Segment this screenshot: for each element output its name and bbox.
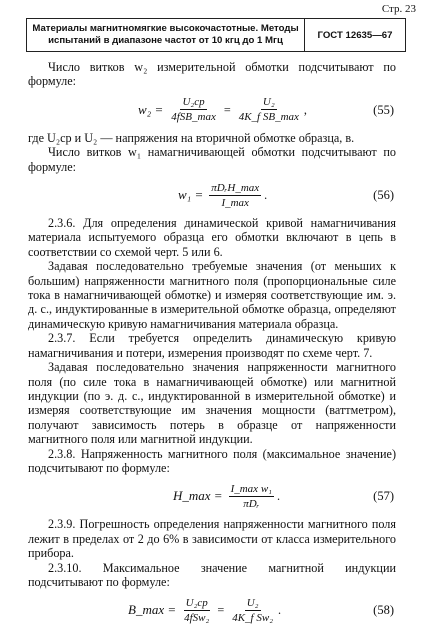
paragraph: Задавая последовательно значения напряженности магнитного поля (по силе тока в намагничивающей обмотке) или магнитной индукции (по э. д. с., индуктированной в измерительной обмотке) и измеряя соответствующие им значения мощности (ваттметром), получают зависимость потерь в образце от напряженности магнитного поля или магнитной индукции. <box>28 360 396 447</box>
numerator: U₂ср <box>182 96 205 109</box>
fraction <box>209 182 261 209</box>
formula-56: w₁ = $\frac{\text{πDᵣH\_max}}{I\_\max}$ . (56) <box>178 181 394 209</box>
numerator: πDᵣH_max <box>211 181 260 194</box>
equation-number: (57) <box>373 489 394 504</box>
paragraph: Число витков w₂ измерительной обмотки подсчитывают по формуле: <box>28 60 396 89</box>
denominator: 4fSB_max <box>171 111 216 124</box>
numerator: U₂ <box>262 96 275 109</box>
fraction <box>169 96 218 123</box>
denominator: 4fSw₂ <box>184 611 210 624</box>
denominator: πDᵣ <box>243 497 260 510</box>
paragraph: 2.3.10. Максимальное значение магнитной индукции подсчитывают по формуле: <box>28 560 396 589</box>
formula-lhs: H_max = <box>173 488 223 504</box>
numerator: I_max w₁ <box>230 482 272 495</box>
formula-lhs: w₁ = <box>178 186 204 202</box>
paragraph: 2.3.7. Если требуется определить динамическую кривую намагничивания и потери, измерения производят по схеме черт. 7. <box>28 331 396 360</box>
paragraph: Задавая последовательно требуемые значения (от меньших к большим) напряженности магнитного поля (пропорциональные силе тока в намагничивающей обмотке) и измеряя соответствующие им. э. д. с., индуктированные в измерительной обмотке образца, определяют динамическую кривую намагничивания материала образца. <box>28 259 396 331</box>
header-title <box>27 19 305 51</box>
header-title-line2: испытаний в диапазоне частот от 10 кгц до 1 Мгц <box>48 35 283 46</box>
formula-57: H_max = $\frac{\text{I\_max w₁}}{\text{πDᵣ}}$ . (57) <box>173 482 394 510</box>
page-number: Стр. 23 <box>381 3 416 15</box>
denominator: 4K_f SB_max <box>238 111 299 124</box>
paragraph: 2.3.9. Погрешность определения напряженности магнитного поля лежит в пределах от 2 до 6% в зависимости от класса измерительного прибора. <box>28 517 396 561</box>
paragraph: 2.3.6. Для определения динамической кривой намагничивания материала испытуемого образца его обмотки включают в цепь в соответствии со схемой черт. 5 или 6. <box>28 216 396 259</box>
fraction <box>230 597 275 624</box>
paragraph: 2.3.8. Напряженность магнитного поля (максимальное значение) подсчитывают по формуле: <box>28 446 396 475</box>
header-title-line1: Материалы магнитномягкие высокочастотные. Методы <box>32 23 299 34</box>
numerator: U₂ср <box>185 596 208 609</box>
standard-code: ГОСТ 12635—67 <box>317 29 393 41</box>
fraction <box>182 597 211 624</box>
paragraph: Число витков w₁ намагничивающей обмотки подсчитывают по формуле: <box>28 145 396 174</box>
fraction <box>237 96 301 123</box>
numerator: U₂ <box>246 596 259 609</box>
formula-55: w₂ = $\frac{\text{U₂ср}}{\text{4fSB\_max}}$ = $\frac{\text{U₂}}{\text{4K\_f SB\_max}}$ , (55) <box>138 96 394 124</box>
formula-lhs: B_max = <box>128 602 177 618</box>
denominator: 4K_f Sw₂ <box>232 611 274 624</box>
equation-number: (55) <box>373 102 394 117</box>
equation-number: (58) <box>373 603 394 618</box>
denominator: I_max <box>221 196 249 209</box>
equation-number: (56) <box>373 187 394 202</box>
paragraph: где U₂ср и U₂ — напряжения на вторичной обмотке образца, в. <box>28 130 355 145</box>
formula-58: B_max = $\frac{\text{U₂ср}}{\text{4fSw₂}}$ = $\frac{\text{U₂}}{\text{4K\_f Sw₂}}$ . (58) <box>128 596 394 624</box>
fraction <box>229 483 274 510</box>
page-body <box>28 60 396 631</box>
formula-lhs: w₂ = <box>138 101 164 117</box>
document-header <box>26 18 406 52</box>
